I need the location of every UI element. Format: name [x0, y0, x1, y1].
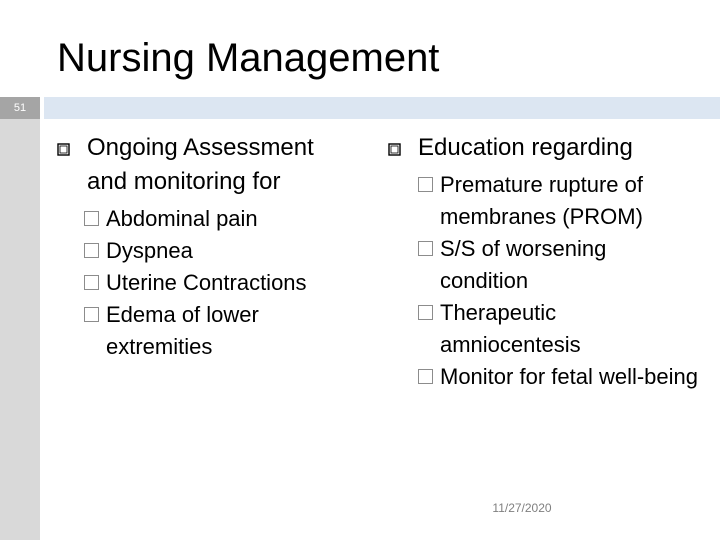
left-rail	[0, 119, 40, 540]
checkbox-bullet-icon	[84, 307, 99, 322]
checkbox-bullet-icon	[418, 369, 433, 384]
checkbox-bullet-icon	[418, 177, 433, 192]
list-item-label: Dyspnea	[106, 238, 193, 263]
list-item-label: S/S of worsening condition	[440, 236, 607, 293]
left-heading: Ongoing Assessment and monitoring for	[87, 134, 314, 195]
checkbox-bullet-icon	[418, 305, 433, 320]
list-item	[84, 299, 357, 363]
list-item-label: Monitor for fetal well-being	[440, 364, 699, 389]
list-item	[84, 267, 357, 299]
slide-number: 51	[0, 97, 40, 119]
slide-title: Nursing Management	[57, 36, 440, 80]
right-heading-item	[388, 131, 698, 165]
hollow-square-bullet-icon	[388, 143, 401, 156]
header-bar	[44, 97, 720, 119]
left-subitem-list	[57, 203, 357, 363]
list-item-label: Therapeutic amniocentesis	[440, 300, 581, 357]
checkbox-bullet-icon	[84, 211, 99, 226]
right-column	[388, 131, 698, 393]
checkbox-bullet-icon	[418, 241, 433, 256]
slide-date: 11/27/2020	[492, 501, 552, 515]
right-heading: Education regarding	[418, 134, 633, 161]
hollow-square-bullet-icon	[57, 143, 70, 156]
list-item-label: Premature rupture of membranes (PROM)	[440, 172, 643, 229]
list-item-label: Edema of lower extremities	[106, 302, 259, 359]
list-item	[418, 297, 698, 361]
left-heading-item	[57, 131, 357, 199]
list-item	[418, 233, 698, 297]
list-item	[84, 235, 357, 267]
list-item-label: Uterine Contractions	[106, 270, 307, 295]
list-item-label: Abdominal pain	[106, 206, 258, 231]
list-item	[84, 203, 357, 235]
checkbox-bullet-icon	[84, 275, 99, 290]
list-item	[418, 169, 698, 233]
left-column	[57, 131, 357, 363]
list-item	[418, 361, 698, 393]
checkbox-bullet-icon	[84, 243, 99, 258]
right-subitem-list	[388, 169, 698, 393]
